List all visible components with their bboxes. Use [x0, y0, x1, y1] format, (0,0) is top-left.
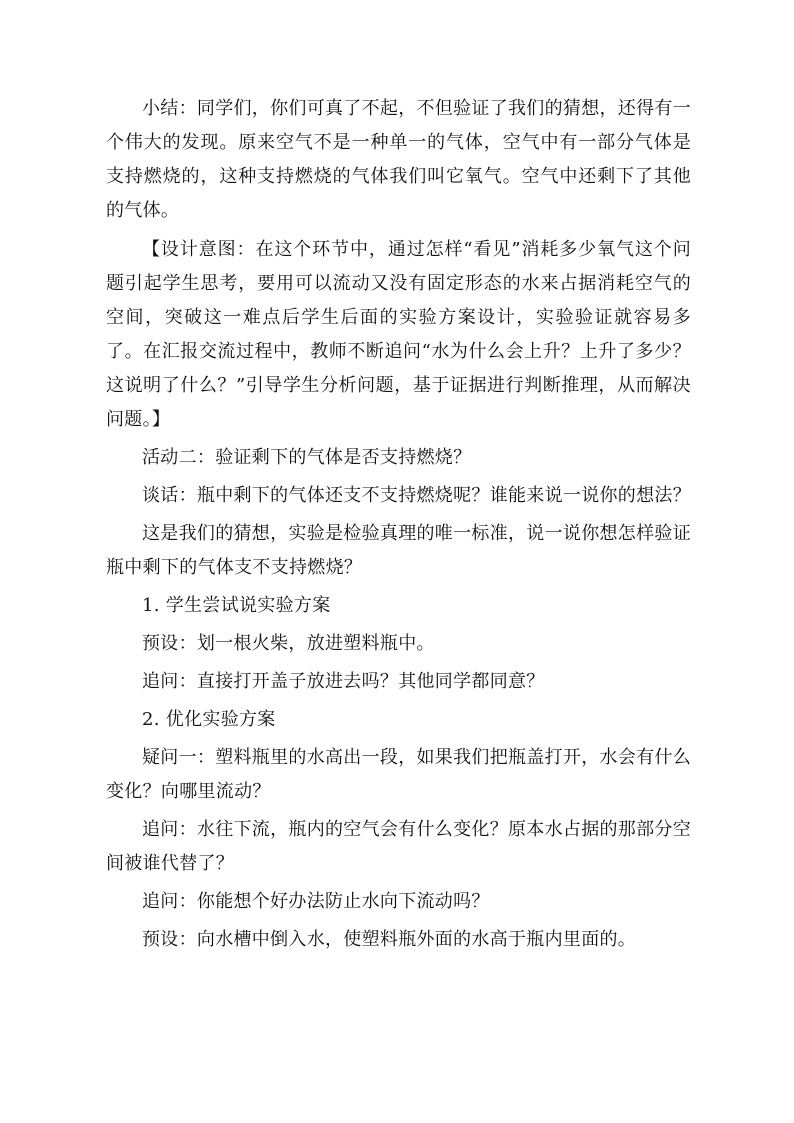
hypothesis-paragraph: 这是我们的猜想，实验是检验真理的唯一标准，说一说你想怎样验证瓶中剩下的气体支不支持燃烧？ — [106, 523, 691, 578]
step-one-heading: 1. 学生尝试说实验方案 — [142, 595, 331, 616]
step-two-heading: 2. 优化实验方案 — [142, 709, 276, 730]
summary-paragraph: 小结：同学们，你们可真了不起，不但验证了我们的猜想，还得有一个伟大的发现。原来空气不是一种单一的气体，空气中有一部分气体是支持燃烧的，这种支持燃烧的气体我们叫它氧气。空气中还剩下了其他的气体。 — [106, 98, 691, 221]
preset-paragraph-1: 预设：划一根火柴，放进塑料瓶中。 — [142, 633, 435, 654]
question-one-paragraph: 疑问一：塑料瓶里的水高出一段，如果我们把瓶盖打开，水会有什么变化？向哪里流动？ — [106, 747, 691, 802]
talk-paragraph: 谈话：瓶中剩下的气体还支不支持燃烧呢？谁能来说一说你的想法？ — [142, 485, 691, 506]
document-body — [106, 92, 691, 957]
followup-question-3: 追问：你能想个好办法防止水向下流动吗？ — [142, 891, 490, 912]
design-intent-paragraph: 【设计意图：在这个环节中，通过怎样“看见”消耗多少氧气这个问题引起学生思考，要用可以流动又没有固定形态的水来占据消耗空气的空间，突破这一难点后学生后面的实验方案设计，实验验证就容易多了。在汇报交流过程中，教师不断追问“水为什么会上升？上升了多少？这说明了什么？”引导学生分析问题，基于证据进行判断推理，从而解决问题。】 — [106, 239, 691, 430]
followup-question-1: 追问：直接打开盖子放进去吗？其他同学都同意？ — [142, 671, 545, 692]
activity-two-heading: 活动二：验证剩下的气体是否支持燃烧？ — [142, 447, 472, 468]
followup-question-2: 追问：水往下流，瓶内的空气会有什么变化？原本水占据的那部分空间被谁代替了？ — [106, 819, 691, 874]
preset-paragraph-2: 预设：向水槽中倒入水，使塑料瓶外面的水高于瓶内里面的。 — [142, 929, 637, 950]
